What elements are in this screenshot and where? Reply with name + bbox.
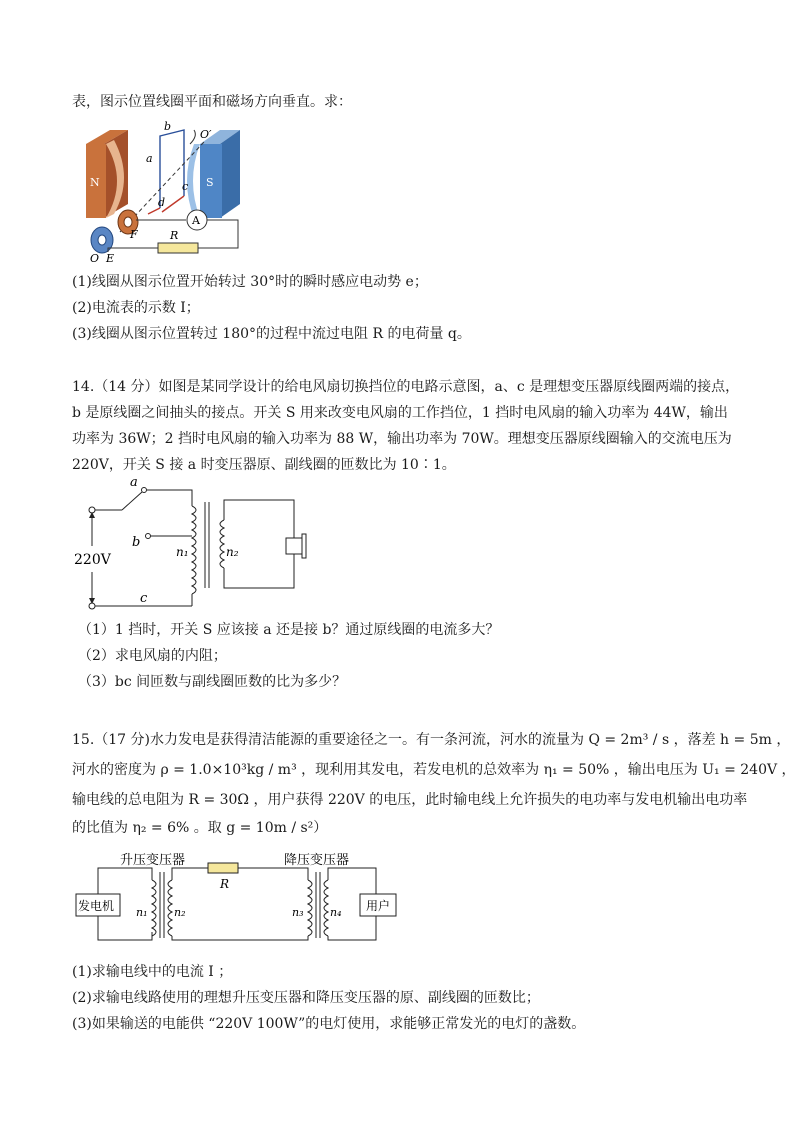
q15-line-4: 的比值为 η₂ = 6% 。取 g = 10m / s²）	[72, 820, 328, 836]
svg-text:R: R	[220, 877, 230, 891]
svg-text:O′: O′	[200, 128, 212, 141]
power-transmission-figure	[74, 850, 404, 950]
q13-question-2: (2)电流表的示数 I；	[72, 300, 200, 316]
svg-text:n₁: n₁	[176, 545, 189, 559]
q15-line-3: 输电线的总电阻为 R = 30Ω ，用户获得 220V 的电压，此时输电线上允许损失的电功率与发电机输出电功率	[72, 792, 748, 808]
q13-intro: 表，图示位置线圈平面和磁场方向垂直。求：	[72, 94, 352, 110]
svg-text:O: O	[90, 252, 100, 265]
resistor-icon	[158, 243, 198, 253]
svg-text:a: a	[130, 475, 138, 490]
svg-text:R: R	[170, 229, 179, 242]
svg-text:n₂: n₂	[174, 906, 186, 919]
svg-text:n₄: n₄	[330, 906, 342, 919]
step-up-label: 升压变压器	[120, 853, 186, 868]
svg-text:A: A	[192, 214, 200, 227]
svg-text:n₃: n₃	[292, 906, 304, 919]
q13-question-1: (1)线圈从图示位置开始转过 30°时的瞬时感应电动势 e；	[72, 274, 428, 290]
svg-text:d: d	[158, 196, 166, 209]
svg-text:E: E	[106, 252, 115, 265]
q14-line-3: 功率为 36W；2 挡时电风扇的输入功率为 88 W，输出功率为 70W。理想变压器原线圈输入的交流电压为	[72, 431, 732, 447]
n-pole-label: N	[90, 176, 100, 189]
fan-motor-icon	[286, 538, 302, 554]
svg-text:b: b	[164, 120, 172, 133]
q14-line-2: b 是原线圈之间抽头的接点。开关 S 用来改变电风扇的工作挡位，1 挡时电风扇的输入功率为 44W，输出	[72, 405, 728, 421]
q15-line-1: 15.（17 分)水力发电是获得清洁能源的重要途径之一。有一条河流，河水的流量为 Q = 2m³ / s ，落差 h = 5m ，	[72, 732, 791, 748]
q15-question-1: (1)求输电线中的电流 I ；	[72, 964, 233, 980]
svg-text:a: a	[146, 152, 153, 165]
generator-coil-figure	[80, 120, 250, 265]
input-voltage-label: 220V	[74, 552, 111, 568]
q14-line-4: 220V，开关 S 接 a 时变压器原、副线圈的匝数比为 10∶1。	[72, 457, 456, 473]
step-down-label: 降压变压器	[284, 853, 350, 868]
q13-question-3: (3)线圈从图示位置转过 180°的过程中流过电阻 R 的电荷量 q。	[72, 326, 471, 342]
svg-text:F: F	[130, 228, 138, 241]
svg-text:c: c	[182, 180, 189, 193]
q15-question-3: (3)如果输送的电能供 “220V 100W”的电灯使用，求能够正常发光的电灯的盏数。	[72, 1016, 586, 1032]
q14-question-1: （1）1 挡时，开关 S 应该接 a 还是接 b？通过原线圈的电流多大？	[78, 622, 500, 638]
svg-text:用户: 用户	[366, 899, 391, 913]
q14-line-1: 14.（14 分）如图是某同学设计的给电风扇切换挡位的电路示意图，a、c 是理想变压器原线圈两端的接点，	[72, 379, 740, 395]
svg-text:b: b	[132, 535, 141, 550]
s-pole-label: S	[206, 176, 214, 189]
svg-text:c: c	[140, 591, 148, 606]
q14-question-2: （2）求电风扇的内阻；	[78, 648, 227, 664]
q15-question-2: (2)求输电线路使用的理想升压变压器和降压变压器的原、副线圈的匝数比；	[72, 990, 540, 1006]
svg-text:n₂: n₂	[226, 545, 239, 559]
line-resistor-icon	[208, 863, 238, 873]
svg-text:n₁: n₁	[136, 906, 148, 919]
q14-question-3: （3）bc 间匝数与副线圈匝数的比为多少？	[78, 674, 347, 690]
fan-switch-circuit-figure	[68, 476, 328, 616]
q15-line-2: 河水的密度为 ρ = 1.0×10³kg / m³ ，现利用其发电，若发电机的总效率为 η₁ = 50% ，输出电压为 U₁ = 240V ，	[72, 762, 796, 778]
svg-text:发电机: 发电机	[78, 899, 115, 913]
